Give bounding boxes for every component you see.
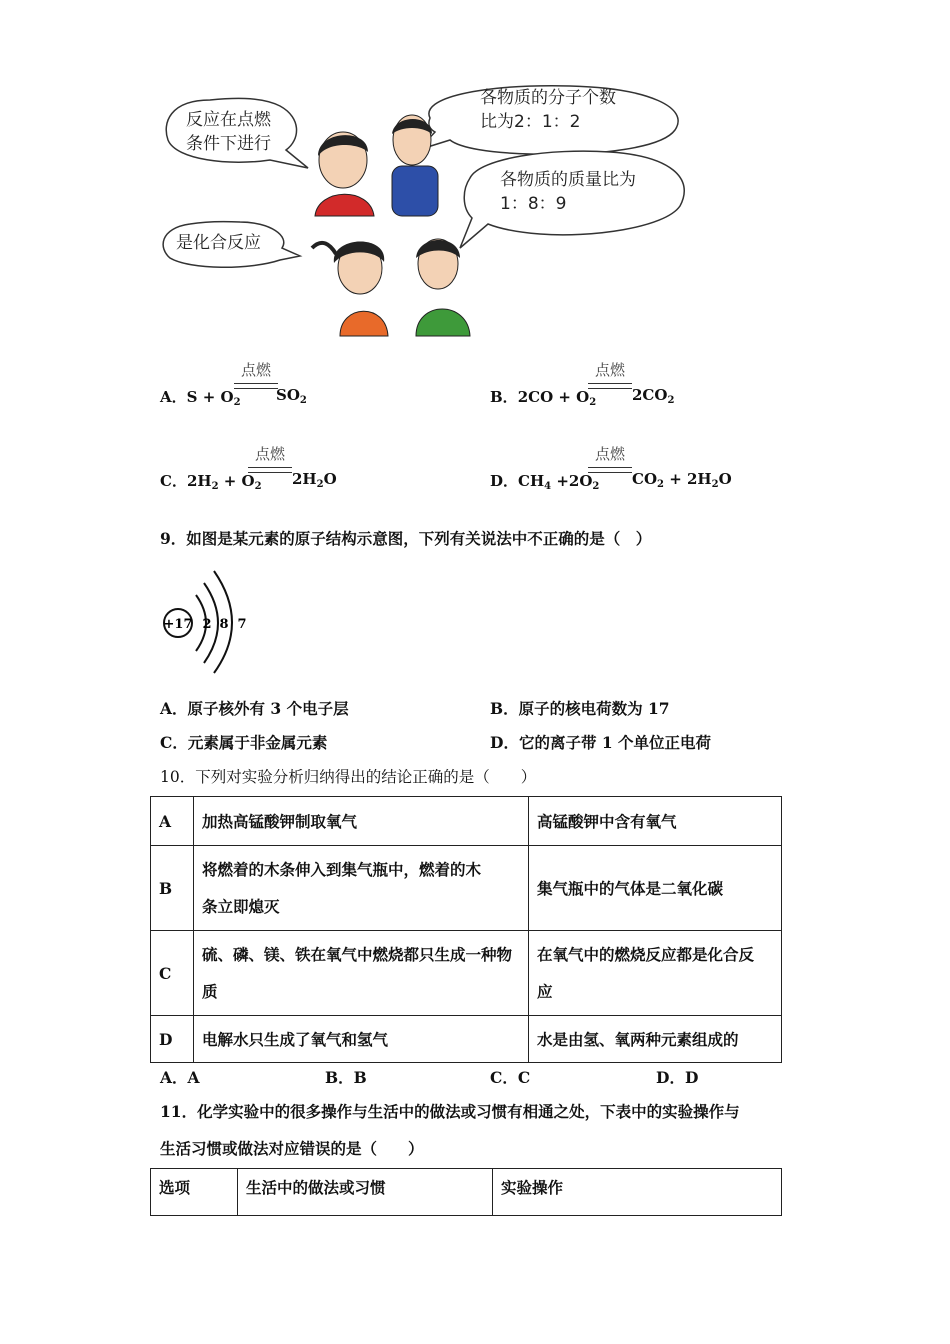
q10-option-d[interactable]: D．D (656, 1068, 699, 1087)
q10-row-c-experiment-line1: 硫、磷、镁、铁在氧气中燃烧都只生成一种物 (202, 945, 513, 964)
condition-bar-a (234, 383, 278, 389)
q10-row-b-conclusion: 集气瓶中的气体是二氧化碳 (529, 846, 782, 931)
option-c-product: $2H_2O$ (292, 470, 337, 490)
q10-row-d-label: D (151, 1016, 194, 1063)
q10-row-c-experiment (194, 931, 529, 1016)
q11-table (150, 1168, 782, 1216)
q10-row-c-conclusion (529, 931, 782, 1016)
q10-row-d (151, 1016, 782, 1063)
q9-option-c[interactable]: C．元素属于非金属元素 (160, 733, 328, 752)
condition-a: 点燃 (240, 361, 271, 379)
q10-row-c-experiment-line2: 质 (202, 982, 218, 1001)
condition-b: 点燃 (594, 361, 625, 379)
q10-row-a-experiment: 加热高锰酸钾制取氧气 (194, 797, 529, 846)
option-b-product: $2CO_2$ (632, 386, 675, 406)
option-d-equation: D．$CH_4 +2O_2$ (490, 472, 600, 492)
bubble-4-text (176, 231, 261, 255)
bubble-4-line: 是化合反应 (176, 233, 261, 253)
person-2 (392, 115, 438, 216)
q10-option-a[interactable]: A．A (160, 1068, 200, 1087)
q10-row-c-label: C (151, 931, 194, 1016)
option-b-equation: B．$2CO + O_2$ (490, 388, 597, 408)
nucleus-label: +17 (163, 617, 193, 632)
person-3 (312, 241, 388, 336)
q11-header-option: 选项 (151, 1169, 238, 1216)
q9-option-d[interactable]: D．它的离子带 1 个单位正电荷 (490, 733, 712, 752)
q10-row-b-label: B (151, 846, 194, 931)
shell-1-electrons: 2 (202, 617, 212, 632)
q11-header-row (151, 1169, 782, 1216)
q10-row-a-label: A (151, 797, 194, 846)
q10-option-b[interactable]: B．B (325, 1068, 367, 1087)
bubble-1-line2: 条件下进行 (186, 134, 271, 154)
q10-row-c-conclusion-line2: 应 (537, 982, 553, 1001)
q11-header-life: 生活中的做法或习惯 (238, 1169, 493, 1216)
q10-row-d-experiment: 电解水只生成了氧气和氢气 (194, 1016, 529, 1063)
q10-row-a-conclusion: 高锰酸钾中含有氧气 (529, 797, 782, 846)
q10-stem: 10．下列对实验分析归纳得出的结论正确的是（ ） (160, 768, 537, 786)
q10-row-c (151, 931, 782, 1016)
bubble-3-line2: 1：8：9 (500, 194, 567, 214)
option-c-equation: C．$2H_2 + O_2$ (160, 472, 262, 492)
q10-row-c-conclusion-line1: 在氧气中的燃烧反应都是化合反 (537, 945, 755, 964)
atom-structure-diagram (158, 565, 258, 675)
q10-row-b (151, 846, 782, 931)
condition-d: 点燃 (594, 445, 625, 463)
bubble-3-line1: 各物质的质量比为 (500, 170, 636, 190)
shell-3-electrons: 7 (237, 617, 247, 632)
q10-table (150, 796, 782, 1063)
q10-row-a (151, 797, 782, 846)
q10-option-c[interactable]: C．C (490, 1068, 531, 1087)
q10-row-d-conclusion: 水是由氢、氧两种元素组成的 (529, 1016, 782, 1063)
option-a-product: $SO_2$ (276, 386, 307, 406)
bubble-2-line1: 各物质的分子个数 (480, 88, 616, 108)
bubble-2-text (480, 86, 616, 134)
option-a-equation: A．$S + O_2$ (160, 388, 241, 408)
q9-option-b[interactable]: B．原子的核电荷数为 17 (490, 699, 670, 718)
q9-option-a[interactable]: A．原子核外有 3 个电子层 (160, 699, 349, 718)
q11-stem-line1: 11．化学实验中的很多操作与生活中的做法或习惯有相通之处，下表中的实验操作与 (160, 1102, 740, 1121)
q11-stem-line2: 生活习惯或做法对应错误的是（ ） (160, 1139, 424, 1158)
q10-row-b-experiment (194, 846, 529, 931)
q11-header-lab: 实验操作 (493, 1169, 782, 1216)
q9-stem: 9．如图是某元素的原子结构示意图，下列有关说法中不正确的是（ ） (160, 529, 652, 548)
bubble-1-line1: 反应在点燃 (186, 110, 271, 130)
q10-row-b-experiment-line2: 条立即熄灭 (202, 897, 280, 916)
shell-2-electrons: 8 (219, 617, 229, 632)
option-d-product: $CO_2 + 2H_2O$ (632, 470, 732, 490)
q10-row-b-experiment-line1: 将燃着的木条伸入到集气瓶中，燃着的木 (202, 860, 482, 879)
bubble-3-text (500, 168, 636, 216)
condition-c: 点燃 (254, 445, 285, 463)
person-1 (315, 132, 374, 216)
bubble-2-line2: 比为2：1：2 (480, 112, 581, 132)
bubble-1-text (186, 108, 271, 156)
person-4 (416, 239, 470, 336)
